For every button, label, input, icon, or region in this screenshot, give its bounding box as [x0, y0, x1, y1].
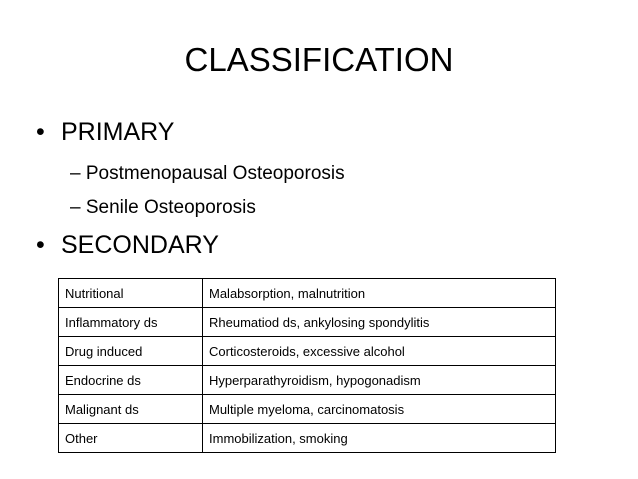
table-cell-category: Inflammatory ds	[59, 308, 203, 337]
table-cell-examples: Corticosteroids, excessive alcohol	[203, 337, 556, 366]
table-cell-examples: Immobilization, smoking	[203, 424, 556, 453]
bullet-dot-icon: •	[36, 231, 45, 259]
bullet-secondary	[36, 229, 219, 261]
table-row	[59, 366, 556, 395]
table-cell-category: Malignant ds	[59, 395, 203, 424]
table-cell-category: Nutritional	[59, 279, 203, 308]
table-row	[59, 424, 556, 453]
secondary-causes-table	[58, 278, 556, 453]
table-row	[59, 279, 556, 308]
table-row	[59, 395, 556, 424]
table-row	[59, 337, 556, 366]
table-cell-category: Drug induced	[59, 337, 203, 366]
dash-icon: –	[70, 197, 81, 218]
table-cell-examples: Multiple myeloma, carcinomatosis	[203, 395, 556, 424]
bullet-dot-icon: •	[36, 118, 45, 146]
table-cell-examples: Rheumatiod ds, ankylosing spondylitis	[203, 308, 556, 337]
bullet-secondary-label: SECONDARY	[61, 231, 219, 259]
table-row	[59, 308, 556, 337]
sub-bullet-label: Postmenopausal Osteoporosis	[85, 163, 345, 184]
table-cell-examples: Hyperparathyroidism, hypogonadism	[203, 366, 556, 395]
bullet-primary-label: PRIMARY	[61, 118, 175, 146]
sub-bullet-label: Senile Osteoporosis	[85, 197, 256, 218]
table-cell-category: Endocrine ds	[59, 366, 203, 395]
sub-bullet-senile	[70, 195, 256, 221]
table-cell-examples: Malabsorption, malnutrition	[203, 279, 556, 308]
slide-title: CLASSIFICATION	[184, 41, 454, 78]
sub-bullet-postmenopausal	[70, 161, 345, 187]
dash-icon: –	[70, 163, 81, 184]
table-cell-category: Other	[59, 424, 203, 453]
bullet-primary	[36, 116, 174, 148]
